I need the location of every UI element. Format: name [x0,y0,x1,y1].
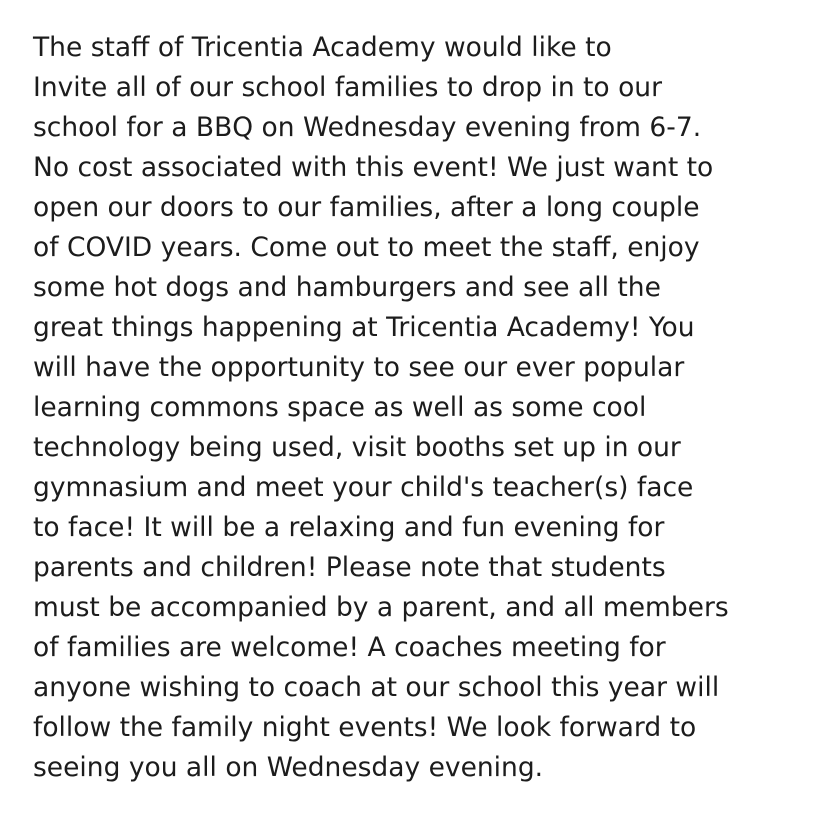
announcement-line-6: of COVID years. Come out to meet the staff, enjoy [33,232,700,263]
announcement-text [33,28,823,788]
announcement-line-2: Invite all of our school families to drop in to our [33,72,662,103]
announcement-line-1: The staff of Tricentia Academy would like to [33,32,612,63]
announcement-line-13: to face! It will be a relaxing and fun evening for [33,512,665,543]
announcement-line-7: some hot dogs and hamburgers and see all the [33,272,661,303]
announcement-line-15: must be accompanied by a parent, and all members [33,592,729,623]
announcement-line-11: technology being used, visit booths set up in our [33,432,681,463]
announcement-line-19: seeing you all on Wednesday evening. [33,752,544,783]
announcement-line-8: great things happening at Tricentia Academy! You [33,312,695,343]
announcement-line-9: will have the opportunity to see our ever popular [33,352,685,383]
announcement-line-18: follow the family night events! We look forward to [33,712,697,743]
announcement-line-3: school for a BBQ on Wednesday evening from 6-7. [33,112,702,143]
announcement-line-14: parents and children! Please note that students [33,552,666,583]
announcement-line-16: of families are welcome! A coaches meeting for [33,632,666,663]
announcement-line-4: No cost associated with this event! We just want to [33,152,714,183]
announcement-line-10: learning commons space as well as some cool [33,392,647,423]
announcement-line-12: gymnasium and meet your child's teacher(s) face [33,472,694,503]
announcement-line-17: anyone wishing to coach at our school this year will [33,672,720,703]
announcement-line-5: open our doors to our families, after a long couple [33,192,700,223]
